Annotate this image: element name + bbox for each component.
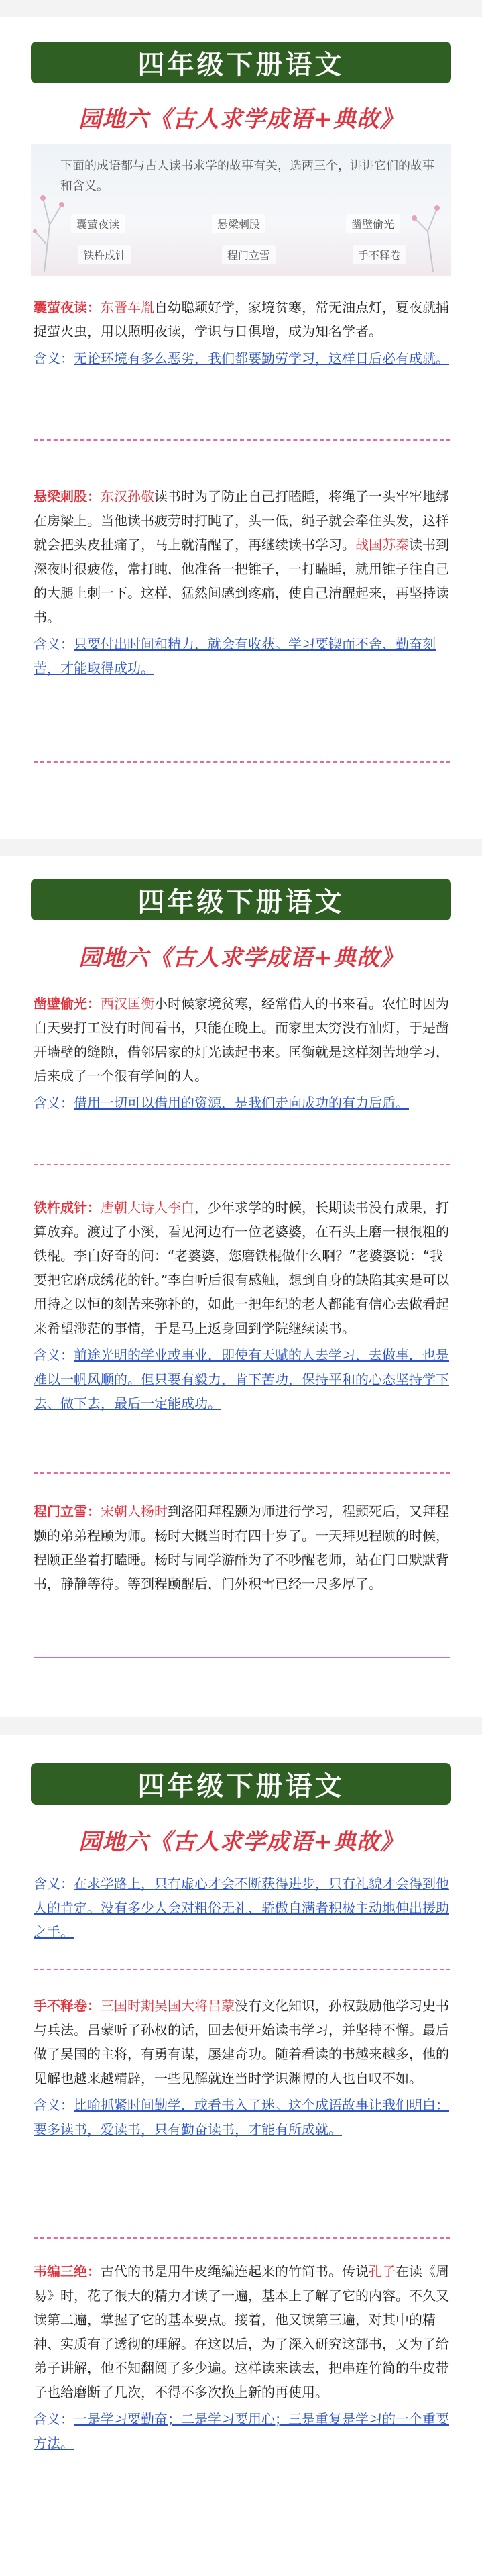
- entry-person: 三国时期吴国大将吕蒙: [101, 1998, 235, 2014]
- idiom-chip: 囊萤夜读: [71, 214, 125, 233]
- idiom-chip: 手不释卷: [353, 245, 406, 264]
- divider: [34, 1472, 450, 1474]
- section-3-subtitle: 园地六《古人求学成语+典故》: [78, 1829, 404, 1856]
- section-1-top-band: [0, 0, 482, 17]
- intro-text: 下面的成语都与古人读书求学的故事有关，选两三个，讲讲它们的故事和含义。: [60, 159, 434, 193]
- meaning-label: 含义：: [34, 2097, 74, 2113]
- entry-weibian: [34, 2259, 450, 2455]
- entry-person: 东晋车胤: [101, 299, 154, 315]
- entry-tiechu: [34, 1195, 450, 1415]
- section-3-title: 四年级下册语文: [31, 1763, 451, 1805]
- entry-person: 孔子: [369, 2263, 396, 2279]
- entry-body: 读书时为了防止自己打瞌睡，将绳子一头牢牢地绑在房梁上。当他读书疲劳时打盹了，头一低，绳子就会牵住头发，这样就会把头皮扯痛了，马上就清醒了，再继续读书学习。: [34, 488, 449, 553]
- entry-chengmen-meaning: [34, 1872, 450, 1944]
- divider: [34, 1657, 450, 1658]
- meaning-label: 含义：: [34, 1095, 74, 1111]
- divider: [34, 761, 450, 763]
- entry-person: 东汉孙敬: [101, 488, 154, 504]
- divider: [34, 1969, 450, 1970]
- entry-nangying: [34, 295, 450, 370]
- intro-scene: [31, 144, 451, 276]
- meaning-label: 含义：: [34, 1876, 74, 1892]
- meaning-label: 含义：: [34, 1347, 74, 1363]
- entry-person: 唐朝大诗人李白: [101, 1199, 194, 1216]
- entry-body: 自幼聪颖好学，家境贫寒，常无油点灯，夏夜就捕捉萤火虫，用以照明夜读，学识与日俱增，成为知名学者。: [34, 299, 449, 339]
- meaning-text: 只要付出时间和精力，就会有收获。学习要锲而不舍、勤奋刻苦，才能取得成功。: [34, 636, 436, 676]
- entry-body: 到洛阳拜程颢为师进行学习，程颢死后，又拜程颢的弟弟程颐为师。杨时大概当时有四十岁了。一天拜见程颐的时候，程颐正坐着打瞌睡。杨时与同学游酢为了不吵醒老师，站在门口默默背书，静静等待。等到程颐醒后，门外积雪已经一尺多厚了。: [34, 1503, 449, 1592]
- idiom-chip: 凿壁偷光: [346, 214, 400, 233]
- meaning-label: 含义：: [34, 2411, 74, 2427]
- idiom-chip: 程门立雪: [222, 245, 276, 264]
- entry-body: 读书到深夜时很疲倦，常打盹，他准备一把锥子，一打瞌睡，就用锥子往自己的大腿上刺一下。这样，猛然间感到疼痛，使自己清醒起来，再坚持读书。: [34, 537, 449, 625]
- entry-term: 程门立雪：: [34, 1503, 101, 1519]
- divider: [34, 2237, 450, 2239]
- entry-body: 没有文化知识，孙权鼓励他学习史书与兵法。吕蒙听了孙权的话，回去便开始读书学习，并坚持不懈。最后做了吴国的主将，有勇有谋，屡建奇功。随着看读的书越来越多，他的见解也越来越精辟，一些见解就连当时学识渊博的人也自叹不如。: [34, 1998, 449, 2086]
- entry-term: 悬梁刺股：: [34, 488, 101, 504]
- entry-shoubu: [34, 1994, 450, 2141]
- entry-person: 战国苏秦: [355, 537, 409, 553]
- entry-zaobi: [34, 991, 450, 1115]
- idiom-chip: 悬梁刺股: [212, 214, 265, 233]
- entry-chengmen: [34, 1499, 450, 1596]
- entry-term: 韦编三绝：: [34, 2263, 101, 2279]
- divider: [34, 439, 450, 441]
- entry-term: 手不释卷：: [34, 1998, 101, 2014]
- entry-term: 凿壁偷光：: [34, 996, 101, 1012]
- entry-body: 小时候家境贫寒，经常借人的书来看。农忙时因为白天要打工没有时间看书，只能在晚上。而家里太穷没有油灯，于是凿开墙壁的缝隙，借邻居家的灯光读起书来。匡衡就是这样刻苦地学习，后来成了一个很有学问的人。: [34, 996, 449, 1084]
- section-1-subtitle: 园地六《古人求学成语+典故》: [78, 106, 404, 133]
- section-2-top-band: [0, 839, 482, 856]
- entry-person: 西汉匡衡: [101, 996, 154, 1012]
- section-2-subtitle: 园地六《古人求学成语+典故》: [78, 945, 404, 971]
- entry-body: 古代的书是用牛皮绳编连起来的竹简书。传说: [101, 2263, 369, 2279]
- entry-term: 囊萤夜读：: [34, 299, 101, 315]
- section-1-title: 四年级下册语文: [31, 42, 451, 83]
- meaning-text: 前途光明的学业或事业，即使有天赋的人去学习、去做事，也是难以一帆风顺的。但只要有毅力，肯下苦功，保持平和的心态坚持学下去、做下去，最后一定能成功。: [34, 1347, 449, 1411]
- meaning-text: 在求学路上，只有虚心才会不断获得进步，只有礼貌才会得到他人的肯定。没有多少人会对粗俗无礼、骄傲自满者积极主动地伸出援助之手。: [34, 1876, 449, 1940]
- divider: [34, 1164, 450, 1165]
- meaning-label: 含义：: [34, 636, 74, 652]
- entry-body: 在读《周易》时，花了很大的精力才读了一遍，基本上了解了它的内容。不久又读第二遍，掌握了它的基本要点。接着，他又读第三遍，对其中的精神、实质有了透彻的理解。在这以后，为了深入研究这部书，又为了给弟子讲解，他不知翻阅了多少遍。这样读来读去，把串连竹简的牛皮带子也给磨断了几次，不得不多次换上新的再使用。: [34, 2263, 449, 2400]
- meaning-text: 借用一切可以借用的资源，是我们走向成功的有力后盾。: [74, 1095, 409, 1111]
- meaning-text: 一是学习要勤奋；二是学习要用心；三是重复是学习的一个重要方法。: [34, 2411, 449, 2451]
- section-2-title: 四年级下册语文: [31, 879, 451, 920]
- entry-body: ，少年求学的时候，长期读书没有成果，打算放弃。渡过了小溪，看见河边有一位老婆婆，在石头上磨一根很粗的铁棍。李白好奇的问：“老婆婆，您磨铁棍做什么啊？”老婆婆说：“我要把它磨成绣花的针。”李白听后很有感触，想到自身的缺陷其实是可以用持之以恒的刻苦来弥补的，如此一把年纪的老人都能有信心去做看起来希望渺茫的事情，于是马上返身回到学院继续读书。: [34, 1199, 450, 1336]
- entry-xuanliang: [34, 484, 450, 680]
- meaning-text: 比喻抓紧时间勤学，或看书入了迷。这个成语故事让我们明白：要多读书，爱读书，只有勤奋读书，才能有所成就。: [34, 2097, 449, 2137]
- meaning-text: 无论环境有多么恶劣，我们都要勤劳学习，这样日后必有成就。: [74, 350, 449, 366]
- idiom-chip: 铁杵成针: [78, 245, 131, 264]
- section-3-top-band: [0, 1717, 482, 1735]
- meaning-label: 含义：: [34, 350, 74, 366]
- entry-person: 宋朝人杨时: [101, 1503, 168, 1519]
- entry-term: 铁杵成针：: [34, 1199, 101, 1216]
